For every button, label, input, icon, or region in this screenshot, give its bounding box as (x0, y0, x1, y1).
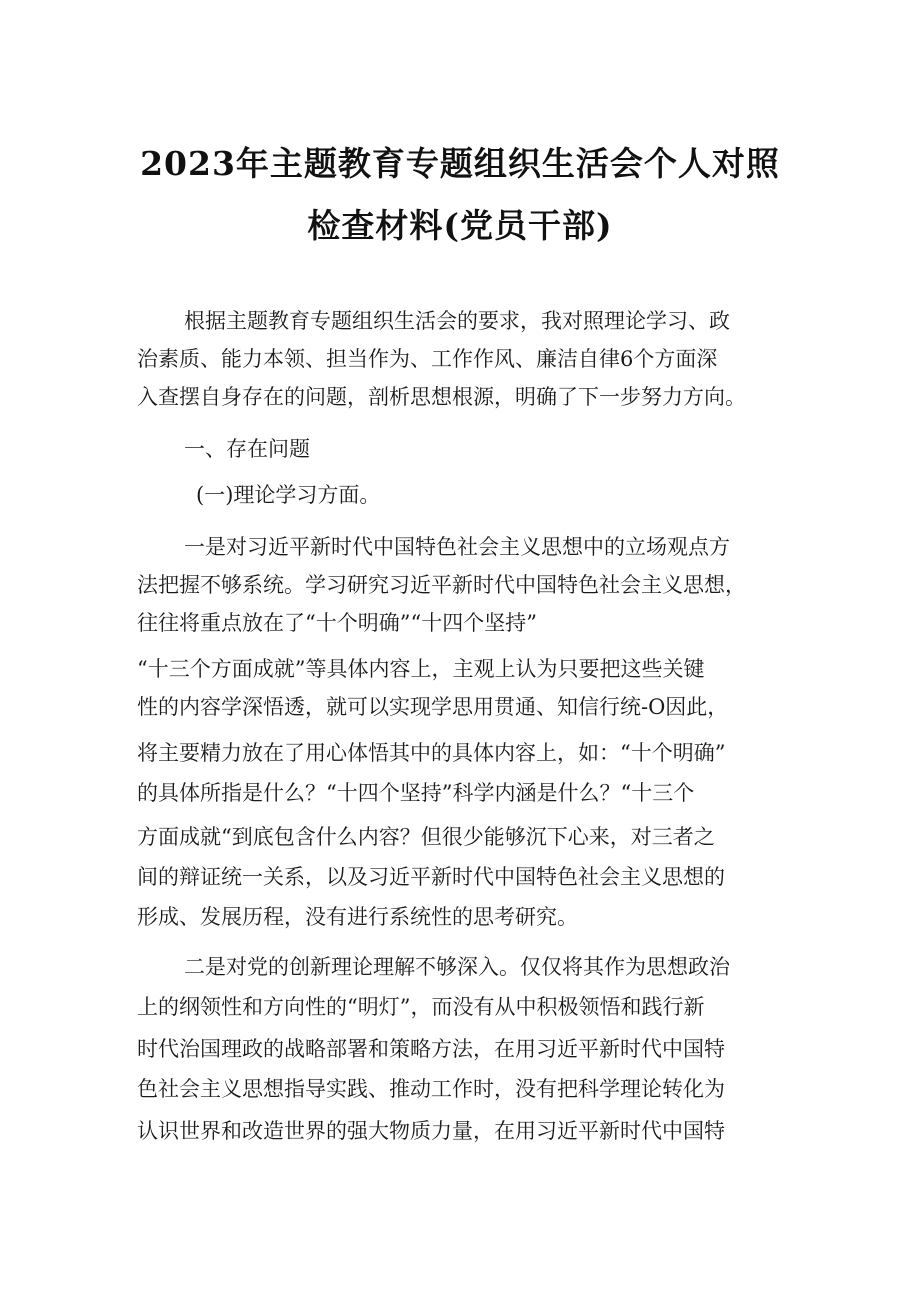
point2-line-1: 二是对党的创新理论理解不够深入。仅仅将其作为思想政治 (184, 955, 730, 979)
point1-line-6: 将主要精力放在了用心体悟其中的具体内容上，如：“十个明确” (137, 741, 726, 765)
point2-line-4: 色社会主义思想指导实践、推动工作时，没有把科学理论转化为 (137, 1077, 725, 1101)
point1-line-4: “十三个方面成就”等具体内容上，主观上认为只要把这些关键 (137, 657, 705, 681)
intro-line-3: 入查摆自身存在的问题，剖析思想根源，明确了下一步努力方向。 (137, 385, 746, 409)
subsection-heading-theory-study: (一)理论学习方面。 (196, 483, 381, 507)
section-heading-problems: 一、存在问题 (184, 437, 310, 461)
point2-line-3: 时代治国理政的战略部署和策略方法，在用习近平新时代中国特 (137, 1037, 725, 1061)
point1-line-10: 形成、发展历程，没有进行系统性的思考研究。 (137, 905, 578, 929)
point1-line-1: 一是对习近平新时代中国特色社会主义思想中的立场观点方 (184, 535, 730, 559)
point2-line-5: 认识世界和改造世界的强大物质力量，在用习近平新时代中国特 (137, 1119, 725, 1143)
intro-line-1: 根据主题教育专题组织生活会的要求，我对照理论学习、政 (184, 309, 730, 333)
intro-line-2: 治素质、能力本领、担当作为、工作作风、廉洁自律6个方面深 (137, 347, 718, 371)
document-title-line-1: 2023年主题教育专题组织生活会个人对照 (140, 144, 780, 183)
point1-line-8: 方面成就“到底包含什么内容？但很少能够沉下心来，对三者之 (137, 825, 715, 849)
point1-line-5: 性的内容学深悟透，就可以实现学思用贯通、知信行统-O因此， (137, 695, 729, 719)
point1-line-3: 往往将重点放在了“十个明确”“十四个坚持” (137, 611, 537, 635)
point1-line-7: 的具体所指是什么？“十四个坚持”科学内涵是什么？“十三个 (137, 781, 695, 805)
document-title-line-2: 检查材料(党员干部) (307, 206, 613, 245)
point2-line-2: 上的纲领性和方向性的“明灯”，而没有从中积极领悟和践行新 (137, 995, 705, 1019)
point1-line-9: 间的辩证统一关系，以及习近平新时代中国特色社会主义思想的 (137, 865, 725, 889)
point1-line-2: 法把握不够系统。学习研究习近平新时代中国特色社会主义思想， (137, 573, 746, 597)
